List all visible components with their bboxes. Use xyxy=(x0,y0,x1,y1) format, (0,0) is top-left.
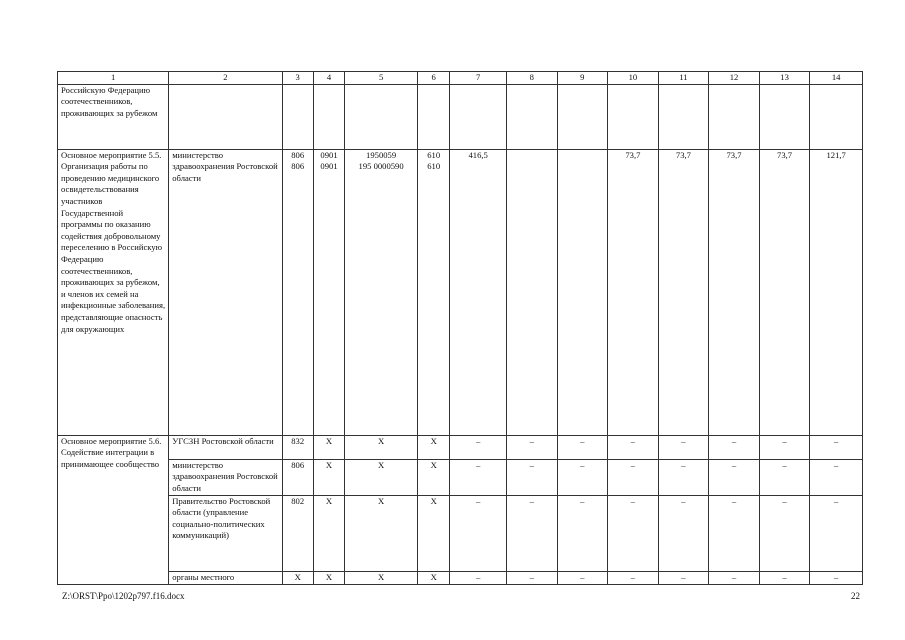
amount-cell: – xyxy=(557,571,608,584)
amount-cell: – xyxy=(450,495,507,571)
grbs-code: 806 806 xyxy=(282,149,313,435)
amount-cell: – xyxy=(709,459,760,495)
amount-cell: – xyxy=(759,459,810,495)
table-row xyxy=(58,435,863,459)
grbs-code: 832 xyxy=(282,435,313,459)
target-code: Х xyxy=(345,435,418,459)
amount-cell: – xyxy=(658,435,709,459)
section-code: Х xyxy=(313,571,344,584)
file-path: Z:\ORST\Ppo\1202p797.f16.docx xyxy=(62,591,185,601)
page-number: 22 xyxy=(851,591,860,601)
amount-cell: 416,5 xyxy=(450,149,507,435)
executor-name: министерство здравоохранения Ростовской области xyxy=(169,459,282,495)
expense-code: Х xyxy=(418,459,450,495)
amount-cell: – xyxy=(608,571,659,584)
table-row xyxy=(58,84,863,149)
table-row xyxy=(58,495,863,571)
header-cell: 13 xyxy=(759,72,810,85)
header-row xyxy=(58,72,863,85)
amount-cell: – xyxy=(506,459,557,495)
amount-cell: – xyxy=(557,435,608,459)
executor-name: Правительство Ростовской области (управление социально-политических коммуникаций) xyxy=(169,495,282,571)
amount-cell: – xyxy=(759,571,810,584)
executor-name: органы местного xyxy=(169,571,282,584)
header-cell: 8 xyxy=(506,72,557,85)
header-cell: 6 xyxy=(418,72,450,85)
executor-name: УГСЗН Ростовской области xyxy=(169,435,282,459)
measure-name: Основное мероприятие 5.6. Содействие интеграции в принимающее сообщество xyxy=(58,435,169,584)
amount-cell: 73,7 xyxy=(709,149,760,435)
amount-cell: – xyxy=(450,459,507,495)
amount-cell: – xyxy=(557,459,608,495)
header-cell: 10 xyxy=(608,72,659,85)
amount-cell: – xyxy=(759,495,810,571)
table-row xyxy=(58,459,863,495)
amount-cell: – xyxy=(810,459,863,495)
section-code: Х xyxy=(313,495,344,571)
amount-cell: – xyxy=(506,571,557,584)
program-table xyxy=(57,71,863,585)
amount-cell: – xyxy=(557,495,608,571)
target-code: Х xyxy=(345,459,418,495)
amount-cell: – xyxy=(658,459,709,495)
amount-cell: – xyxy=(608,435,659,459)
measure-name: Российскую Федерацию соотечественников, проживающих за рубежом xyxy=(58,84,169,149)
amount-cell: – xyxy=(658,571,709,584)
amount-cell: – xyxy=(506,495,557,571)
table-row xyxy=(58,149,863,435)
amount-cell: – xyxy=(709,435,760,459)
target-code: Х xyxy=(345,495,418,571)
header-cell: 1 xyxy=(58,72,169,85)
header-cell: 4 xyxy=(313,72,344,85)
amount-cell: – xyxy=(810,435,863,459)
amount-cell: 73,7 xyxy=(759,149,810,435)
section-code: 0901 0901 xyxy=(313,149,344,435)
measure-name: Основное мероприятие 5.5. Организация работы по проведению медицинского освидетельствования участников Государственной программы по оказанию содействия добровольному переселению в Российскую Федерацию соотечественников, проживающих за рубежом, и членов их семей на инфекционные заболевания, представляющие опасность для окружающих xyxy=(58,149,169,435)
amount-cell: – xyxy=(759,435,810,459)
amount-cell xyxy=(557,149,608,435)
header-cell: 9 xyxy=(557,72,608,85)
amount-cell: – xyxy=(450,571,507,584)
expense-code: Х xyxy=(418,435,450,459)
executor-name: министерство здравоохранения Ростовской области xyxy=(169,149,282,435)
header-cell: 2 xyxy=(169,72,282,85)
expense-code: Х xyxy=(418,571,450,584)
amount-cell: – xyxy=(810,571,863,584)
amount-cell: 121,7 xyxy=(810,149,863,435)
amount-cell: – xyxy=(450,435,507,459)
grbs-code: 802 xyxy=(282,495,313,571)
amount-cell: – xyxy=(506,435,557,459)
target-code: 1950059 195 0000590 xyxy=(345,149,418,435)
amount-cell: – xyxy=(709,571,760,584)
amount-cell: 73,7 xyxy=(658,149,709,435)
section-code: Х xyxy=(313,435,344,459)
header-cell: 3 xyxy=(282,72,313,85)
grbs-code: 806 xyxy=(282,459,313,495)
header-cell: 12 xyxy=(709,72,760,85)
header-cell: 11 xyxy=(658,72,709,85)
amount-cell: – xyxy=(608,459,659,495)
header-cell: 5 xyxy=(345,72,418,85)
target-code: Х xyxy=(345,571,418,584)
amount-cell: – xyxy=(608,495,659,571)
amount-cell: 73,7 xyxy=(608,149,659,435)
amount-cell: – xyxy=(658,495,709,571)
amount-cell: – xyxy=(810,495,863,571)
expense-code: Х xyxy=(418,495,450,571)
expense-code: 610 610 xyxy=(418,149,450,435)
section-code: Х xyxy=(313,459,344,495)
amount-cell: – xyxy=(709,495,760,571)
header-cell: 7 xyxy=(450,72,507,85)
grbs-code: Х xyxy=(282,571,313,584)
table-row xyxy=(58,571,863,584)
amount-cell xyxy=(506,149,557,435)
header-cell: 14 xyxy=(810,72,863,85)
